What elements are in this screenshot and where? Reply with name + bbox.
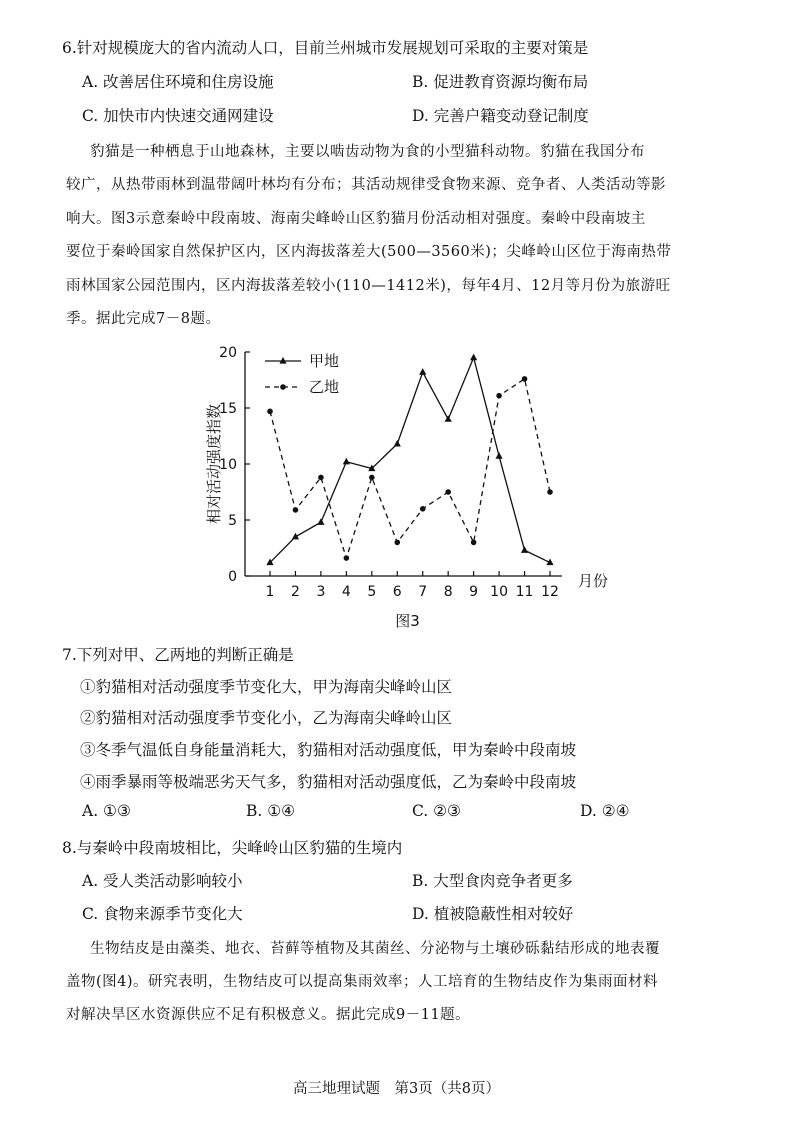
series-2-point [344, 555, 350, 561]
q7-option-a: A. ①③ [82, 802, 131, 820]
page-footer: 高三地理试题 第3页（共8页） [293, 1081, 500, 1097]
y-tick-label: 20 [219, 345, 237, 361]
q7-item-4: ④雨季暴雨等极端恶劣天气多，豹猫相对活动强度低，乙为秦岭中段南坡 [80, 773, 577, 791]
q7-item-3: ③冬季气温低自身能量消耗大，豹猫相对活动强度低，甲为秦岭中段南坡 [80, 741, 577, 759]
y-tick-label: 5 [228, 513, 237, 529]
passage1-line: 响大。图3示意秦岭中段南坡、海南尖峰岭山区豹猫月份活动相对强度。秦岭中段南坡主 [66, 211, 646, 227]
q7-stem: 7.下列对甲、乙两地的判断正确是 [62, 646, 294, 664]
series-2-point [445, 489, 451, 495]
x-tick-label: 12 [541, 584, 559, 600]
x-tick-label: 5 [367, 584, 377, 600]
legend-label-1: 甲地 [309, 352, 340, 370]
series-2-point [547, 489, 553, 495]
series-2-point [293, 507, 299, 513]
x-axis-label: 月份 [578, 572, 609, 590]
passage1-line: 较广，从热带雨林到温带阔叶林均有分布；其活动规律受食物来源、竞争者、人类活动等影 [66, 177, 666, 193]
legend-marker-1 [279, 357, 286, 364]
x-tick-label: 3 [316, 584, 326, 600]
q7-item-1: ①豹猫相对活动强度季节变化大，甲为海南尖峰岭山区 [80, 678, 453, 696]
series-2-point [471, 540, 477, 546]
x-tick-label: 1 [265, 584, 275, 600]
x-tick-label: 9 [469, 584, 479, 600]
series-2-point [496, 393, 502, 399]
series-1-point [521, 546, 528, 553]
q8-option-d: D. 植被隐蔽性相对较好 [412, 905, 574, 923]
q7-option-d: D. ②④ [580, 802, 630, 820]
passage1-line: 要位于秦岭国家自然保护区内，区内海拔落差大(500—3560米)；尖峰岭山区位于海南热带 [66, 244, 672, 260]
q7-option-c: C. ②③ [412, 802, 461, 820]
q7-option-b: B. ①④ [246, 802, 296, 820]
q8-option-c: C. 食物来源季节变化大 [82, 905, 243, 923]
passage1-line: 季。据此完成7－8题。 [66, 311, 221, 327]
x-tick-label: 2 [290, 584, 300, 600]
series-line-2 [270, 379, 550, 558]
series-2-point [318, 475, 324, 481]
q8-option-b: B. 大型食肉竞争者更多 [412, 872, 573, 890]
q6-option-b: B. 促进教育资源均衡布局 [412, 73, 589, 91]
y-tick-label: 15 [219, 401, 237, 417]
y-tick-label: 10 [219, 457, 237, 473]
x-tick-label: 4 [341, 584, 351, 600]
q6-stem: 6.针对规模庞大的省内流动人口，目前兰州城市发展规划可采取的主要对策是 [62, 39, 589, 57]
x-tick-label: 11 [515, 584, 534, 600]
series-1-point [419, 368, 426, 375]
q8-option-a: A. 受人类活动影响较小 [82, 872, 243, 890]
x-tick-label: 10 [490, 584, 509, 600]
q8-stem: 8.与秦岭中段南坡相比，尖峰岭山区豹猫的生境内 [62, 839, 403, 857]
q7-item-2: ②豹猫相对活动强度季节变化小，乙为海南尖峰岭山区 [80, 709, 453, 727]
series-2-point [522, 376, 528, 382]
activity-chart [200, 340, 620, 630]
passage2-line: 盖物(图4)。研究表明，生物结皮可以提高集雨效率；人工培育的生物结皮作为集雨面材料 [66, 974, 659, 990]
q6-option-a: A. 改善居住环境和住房设施 [82, 73, 274, 91]
x-tick-label: 8 [443, 584, 453, 600]
x-tick-label: 6 [392, 584, 402, 600]
y-tick-label: 0 [228, 569, 237, 585]
series-2-point [267, 409, 273, 415]
passage1-line: 雨林国家公园范围内，区内海拔落差较小(110—1412米)，每年4月、12月等月份为旅游旺 [66, 278, 671, 294]
legend-marker-2 [280, 384, 286, 390]
x-tick-label: 7 [418, 584, 428, 600]
figure-caption: 图3 [395, 612, 420, 630]
series-1-point [445, 415, 452, 422]
passage1-line: 豹猫是一种栖息于山地森林，主要以啮齿动物为食的小型猫科动物。豹猫在我国分布 [90, 144, 645, 160]
legend-label-2: 乙地 [309, 378, 340, 396]
series-1-point [495, 452, 502, 459]
y-axis-label: 相对活动强度指数 [205, 403, 223, 525]
series-1-point [343, 458, 350, 465]
q6-option-d: D. 完善户籍变动登记制度 [412, 107, 589, 125]
passage2-line: 生物结皮是由藻类、地衣、苔藓等植物及其菌丝、分泌物与土壤砂砾黏结形成的地表覆 [90, 941, 660, 957]
series-1-point [394, 440, 401, 447]
series-2-point [420, 506, 426, 512]
series-2-point [394, 540, 400, 546]
series-1-point [470, 354, 477, 361]
series-2-point [369, 475, 375, 481]
series-1-point [317, 518, 324, 525]
q6-option-c: C. 加快市内快速交通网建设 [82, 107, 274, 125]
passage2-line: 对解决旱区水资源供应不足有积极意义。据此完成9－11题。 [66, 1007, 471, 1023]
